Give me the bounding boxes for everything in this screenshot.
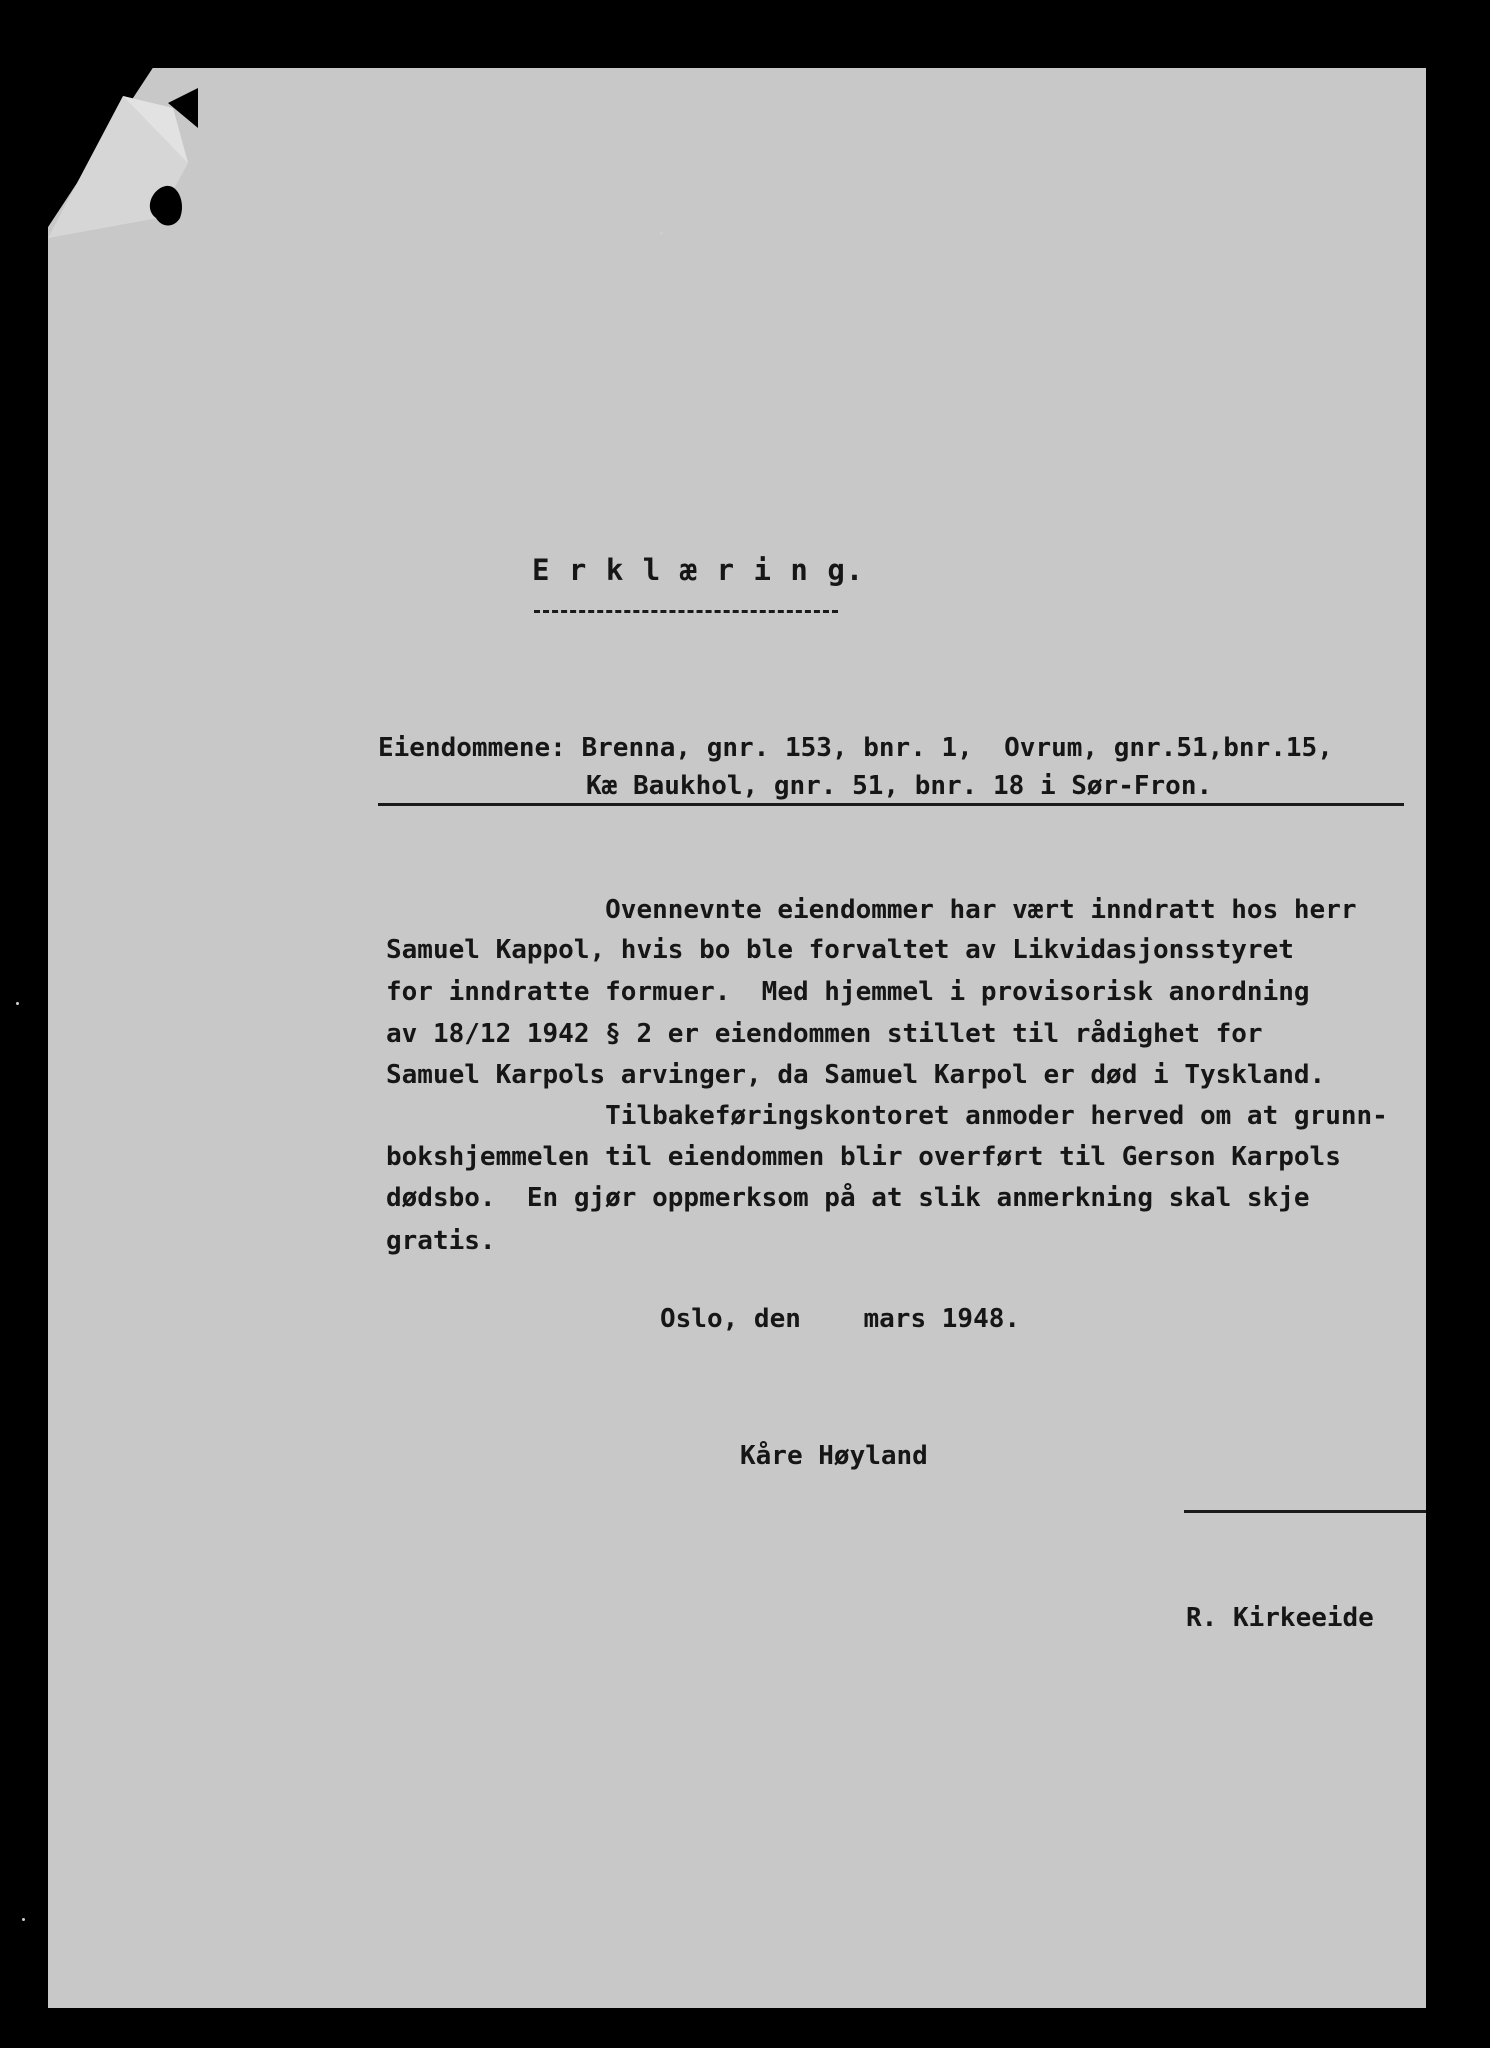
property-line-1: Eiendommene: Brenna, gnr. 153, bnr. 1, Ovrum, gnr.51,bnr.15, [378,733,1333,763]
body-line: for inndratte formuer. Med hjemmel i provisorisk anordning [386,977,1310,1007]
signatory-name: R. Kirkeeide [1186,1603,1374,1633]
property-line-2: Kæ Baukhol, gnr. 51, bnr. 18 i Sør-Fron. [586,771,1213,801]
property-underline [378,803,1404,806]
signature-line [1184,1510,1426,1513]
place-date: Oslo, den mars 1948. [660,1304,1021,1334]
body-line: gratis. [386,1226,496,1256]
body-line: bokshjemmelen til eiendommen blir overført til Gerson Karpols [386,1142,1341,1172]
speck-mark [16,1002,19,1005]
document-title: E r k l æ r i n g. [532,553,865,587]
body-line: Tilbakeføringskontoret anmoder herved om at grunn- [386,1101,1388,1131]
body-line: dødsbo. En gjør oppmerksom på at slik anmerkning skal skje [386,1183,1310,1213]
speck-mark [22,1918,25,1921]
speck-mark [660,232,663,235]
body-line: Ovennevnte eiendommer har vært inndratt hos herr [386,895,1357,925]
body-line: Samuel Kappol, hvis bo ble forvaltet av Likvidasjonsstyret [386,935,1294,965]
title-underline [534,610,838,613]
body-line: av 18/12 1942 § 2 er eiendommen stillet til rådighet for [386,1019,1263,1049]
body-line: Samuel Karpols arvinger, da Samuel Karpol er død i Tyskland. [386,1060,1326,1090]
signatory-name: Kåre Høyland [740,1441,928,1471]
